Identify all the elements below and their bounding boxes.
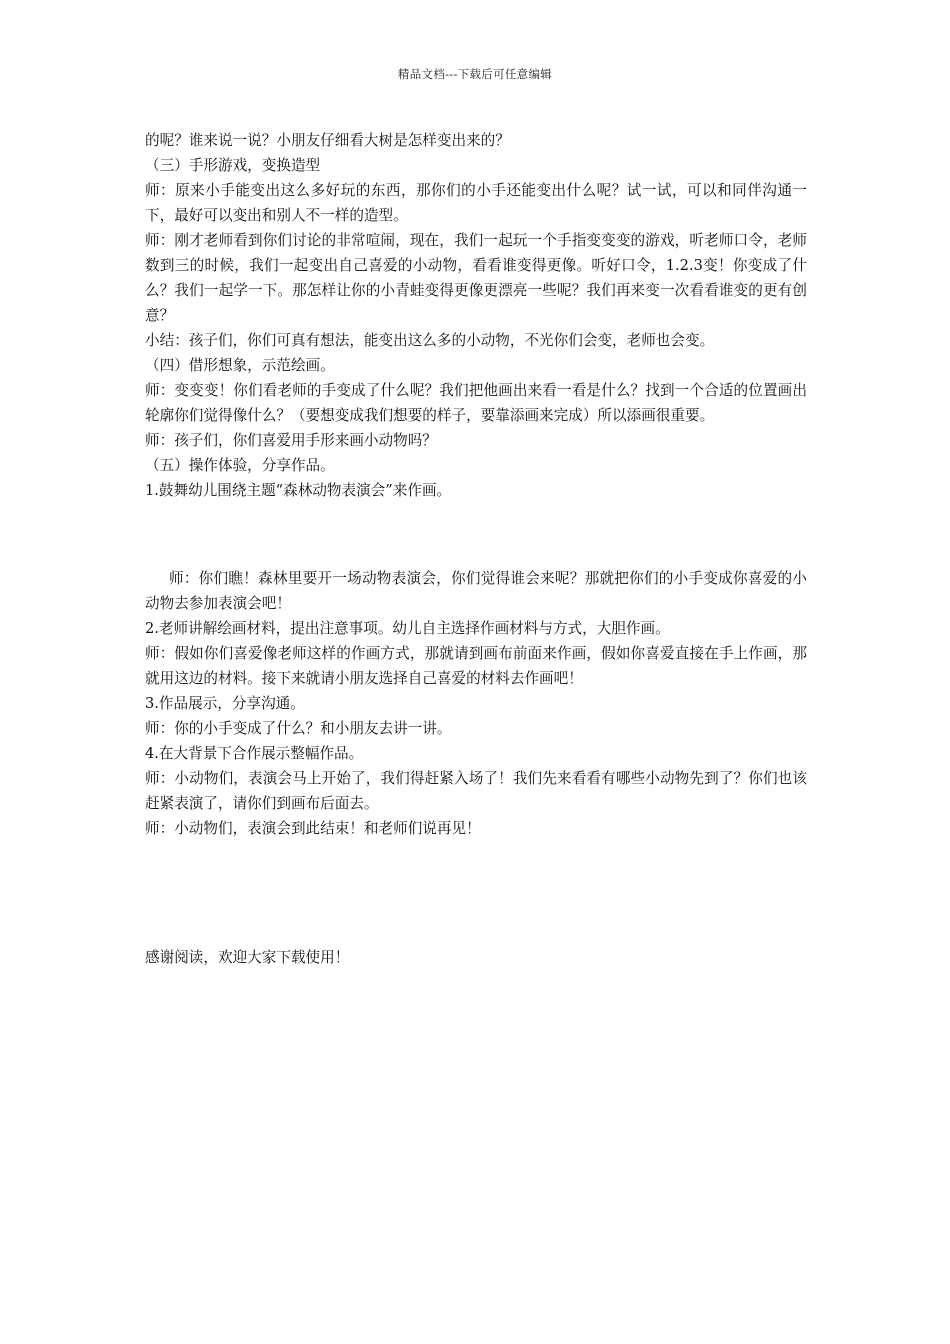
section-heading: （四）借形想象，示范绘画。 [145, 357, 335, 374]
numbered-step: 1.鼓舞幼儿围绕主题“森林动物表演会”来作画。 [145, 482, 452, 499]
numbered-step: 3.作品展示，分享沟通。 [145, 695, 305, 712]
numbered-step: 4.在大背景下合作展示整幅作品。 [145, 745, 364, 762]
numbered-step: 2.老师讲解绘画材料，提出注意事项。幼儿自主选择作画材料与方式，大胆作画。 [145, 620, 670, 637]
document-body [145, 128, 807, 841]
page-header: 精品文档---下载后可任意编辑 [397, 67, 553, 81]
paragraph: 师：原来小手能变出这么多好玩的东西，那你们的小手还能变出什么呢？试一试，可以和同伴沟通一下，最好可以变出和别人不一样的造型。 [145, 182, 807, 224]
closing-note: 感谢阅读，欢迎大家下载使用！ [145, 949, 350, 966]
paragraph: 师：变变变！你们看老师的手变成了什么呢？我们把他画出来看一看是什么？找到一个合适的位置画出轮廓你们觉得像什么？（要想变成我们想要的样子，要靠添画来完成）所以添画很重要。 [145, 382, 807, 424]
paragraph: 师：刚才老师看到你们讨论的非常喧闹，现在，我们一起玩一个手指变变变的游戏，听老师口令，老师数到三的时候，我们一起变出自己喜爱的小动物，看看谁变得更像。听好口令，1.2.3变！你变成了什么？我们一起学一下。那怎样让你的小青蛙变得更像更漂亮一些呢？我们再来变一次看看谁变的更有创意？ [145, 232, 807, 324]
paragraph: 师：孩子们，你们喜爱用手形来画小动物吗？ [145, 432, 437, 449]
paragraph: 的呢？谁来说一说？小朋友仔细看大树是怎样变出来的？ [145, 132, 510, 149]
blank-space [145, 503, 807, 566]
paragraph: 师：小动物们，表演会到此结束！和老师们说再见！ [145, 820, 481, 837]
section-heading: （五）操作体验，分享作品。 [145, 457, 335, 474]
section-heading: （三）手形游戏，变换造型 [145, 157, 321, 174]
paragraph: 师：假如你们喜爱像老师这样的作画方式，那就请到画布前面来作画，假如你喜爱直接在手上作画，那就用这边的材料。接下来就请小朋友选择自己喜爱的材料去作画吧！ [145, 645, 807, 687]
summary-paragraph: 小结：孩子们，你们可真有想法，能变出这么多的小动物，不光你们会变，老师也会变。 [145, 332, 715, 349]
paragraph: 师：小动物们，表演会马上开始了，我们得赶紧入场了！我们先来看看有哪些小动物先到了？你们也该赶紧表演了，请你们到画布后面去。 [145, 770, 807, 812]
paragraph: 师：你们瞧！森林里要开一场动物表演会，你们觉得谁会来呢？那就把你们的小手变成你喜爱的小动物去参加表演会吧！ [145, 570, 807, 612]
paragraph: 师：你的小手变成了什么？和小朋友去讲一讲。 [145, 720, 452, 737]
